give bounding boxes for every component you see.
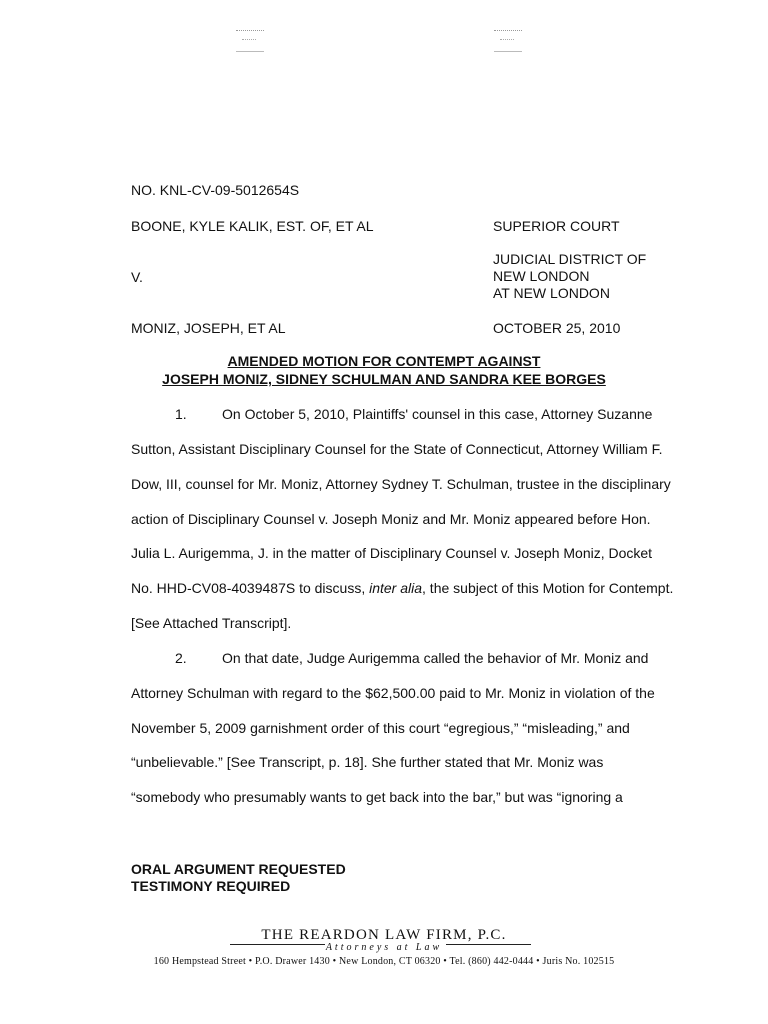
district-line-2: NEW LONDON <box>493 268 590 284</box>
paragraph-1-line-3: Dow, III, counsel for Mr. Moniz, Attorney Sydney T. Schulman, trustee in the disciplinary <box>131 476 671 492</box>
paragraph-2-line-1: On that date, Judge Aurigemma called the behavior of Mr. Moniz and <box>222 650 649 666</box>
paragraph-2-line-2: Attorney Schulman with regard to the $62,500.00 paid to Mr. Moniz in violation of the <box>131 685 655 701</box>
firm-address: 160 Hempstead Street • P.O. Drawer 1430 • New London, CT 06320 • Tel. (860) 442-0444 • Juris No. 102515 <box>153 956 615 967</box>
versus-label: V. <box>131 269 143 285</box>
paragraph-2-line-4: “unbelievable.” [See Transcript, p. 18]. She further stated that Mr. Moniz was <box>131 754 604 770</box>
paragraph-1-line-5: Julia L. Aurigemma, J. in the matter of Disciplinary Counsel v. Joseph Moniz, Docket <box>131 545 653 561</box>
paragraph-1-line-4: action of Disciplinary Counsel v. Joseph Moniz and Mr. Moniz appeared before Hon. <box>131 511 651 527</box>
filing-date: OCTOBER 25, 2010 <box>493 320 621 336</box>
stamp-mark-left <box>236 30 264 52</box>
paragraph-1-line-2: Sutton, Assistant Disciplinary Counsel for the State of Connecticut, Attorney William F. <box>131 441 663 457</box>
paragraph-2-line-3: November 5, 2009 garnishment order of this court “egregious,” “misleading,” and <box>131 720 630 736</box>
firm-subtitle: Attorneys at Law <box>325 942 443 953</box>
motion-title-line-2: JOSEPH MONIZ, SIDNEY SCHULMAN AND SANDRA KEE BORGES <box>162 371 606 387</box>
paragraph-1-line-6 <box>131 580 673 596</box>
plaintiff-name: BOONE, KYLE KALIK, EST. OF, ET AL <box>131 218 374 234</box>
oral-argument-note: ORAL ARGUMENT REQUESTED <box>131 861 346 877</box>
docket-number: NO. KNL-CV-09-5012654S <box>131 182 300 198</box>
district-line-1: JUDICIAL DISTRICT OF <box>493 251 647 267</box>
paragraph-1-number: 1. <box>175 406 187 422</box>
testimony-note: TESTIMONY REQUIRED <box>131 878 291 894</box>
defendant-name: MONIZ, JOSEPH, ET AL <box>131 320 286 336</box>
paragraph-1-line-7: [See Attached Transcript]. <box>131 615 292 631</box>
motion-title-line-1: AMENDED MOTION FOR CONTEMPT AGAINST <box>227 353 541 369</box>
paragraph-1-line-1: On October 5, 2010, Plaintiffs' counsel in this case, Attorney Suzanne <box>222 406 653 422</box>
inter-alia-italic: inter alia <box>369 580 423 596</box>
paragraph-1-line-6-start: No. HHD-CV08-4039487S to discuss, <box>131 580 370 596</box>
stamp-mark-right <box>494 30 522 52</box>
firm-name: THE REARDON LAW FIRM, P.C. <box>261 927 507 943</box>
district-line-3: AT NEW LONDON <box>493 285 610 301</box>
paragraph-2-line-5: “somebody who presumably wants to get back into the bar,” but was “ignoring a <box>131 789 623 805</box>
paragraph-1-line-6-end: , the subject of this Motion for Contempt. <box>422 580 674 596</box>
paragraph-2-number: 2. <box>175 650 187 666</box>
court-name: SUPERIOR COURT <box>493 218 620 234</box>
